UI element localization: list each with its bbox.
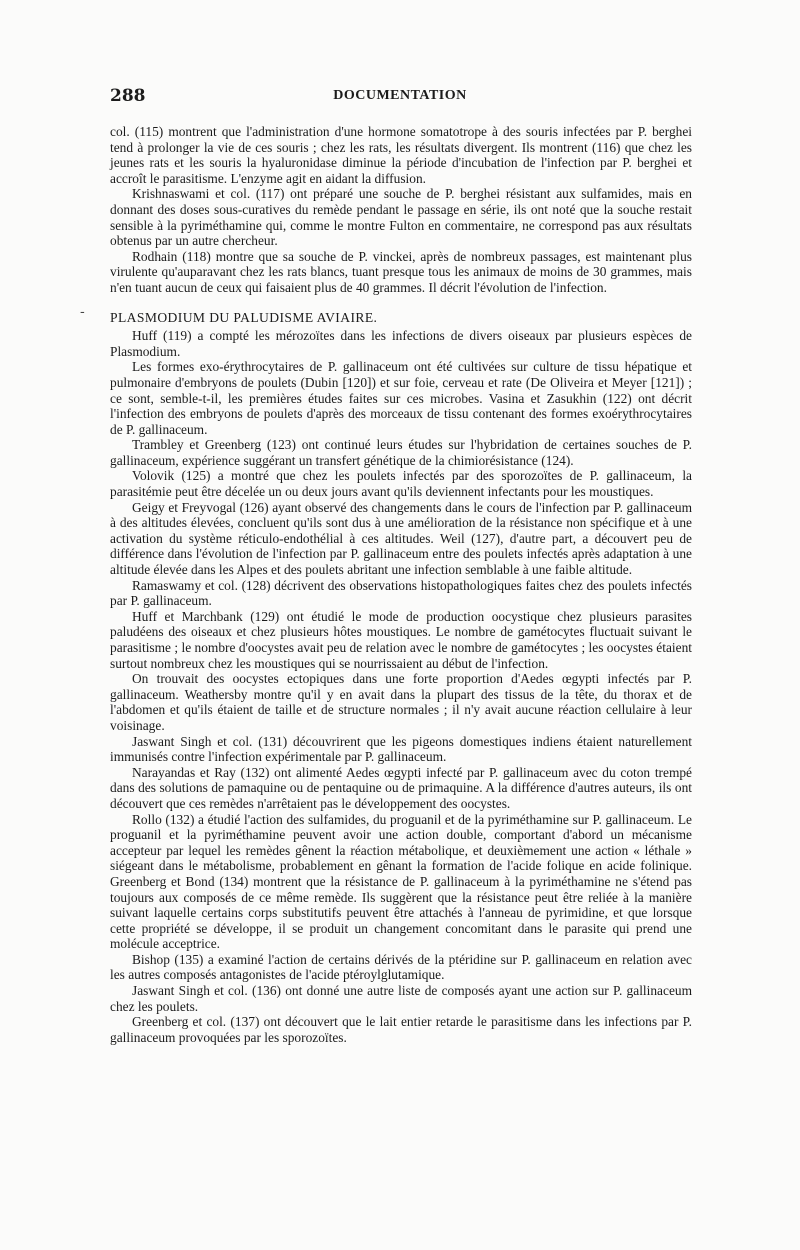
paragraph: Volovik (125) a montré que chez les poulets infectés par des sporozoïtes de P. gallinaceum, la parasitémie peut être décelée un ou deux jours avant qu'ils deviennent infectants pour les moustiques.: [110, 468, 692, 500]
paragraph: Rodhain (118) montre que sa souche de P. vinckei, après de nombreux passages, est maintenant plus virulente qu'auparavant chez les rats blancs, tuant presque tous les animaux de moins de 30 grammes, mais n'en tuant aucun de ceux qui faisaient plus de 40 grammes. Il décrit l'évolution de l'infection.: [110, 248, 692, 295]
paragraph: Jaswant Singh et col. (131) découvrirent que les pigeons domestiques indiens étaient naturellement immunisés contre l'infection expérimentale par P. gallinaceum.: [110, 733, 692, 765]
paragraph: Krishnaswami et col. (117) ont préparé une souche de P. berghei résistant aux sulfamides, mais en donnant des doses sous-curatives du remède pendant le passage en série, ils ont noté que la souche restait sensible à la pyriméthamine qui, comme le montre Fulton en commentaire, ne correspond pas aux résultats obtenus par un autre chercheur.: [110, 186, 692, 249]
paragraph: Huff et Marchbank (129) ont étudié le mode de production oocystique chez plusieurs parasites paludéens des oiseaux et chez plusieurs hôtes moustiques. Le nombre de gamétocytes fluctuait suivant le parasitisme ; le nombre d'oocystes avait peu de relation avec le nombre de gamétocytes ; les oocystes étaient surtout nombreux chez les moustiques qui se nourrissaient au début de l'infection.: [110, 608, 692, 671]
paragraph: Rollo (132) a étudié l'action des sulfamides, du proguanil et de la pyriméthamine sur P. gallinaceum. Le proguanil et la pyriméthamine peuvent avoir une action double, comportant d'abord un mécanisme accepteur par lequel les remèdes gênent la réaction métabolique, et deuxièmement une action « léthale » siégeant dans le métabolisme, probablement en gênant la formation de l'acide folique en acide folinique. Greenberg et Bond (134) montrent que la résistance de P. gallinaceum à la pyriméthamine ne s'étend pas toujours aux composés de ce même remède. Ils suggèrent que la résistance peut être reliée à la manière suivant laquelle certains corps substitutifs peuvent être attachés à l'anneau de pyrimidine, et que lorsque cette propriété se développe, il se produit un changement concomitant dans le parasite qui prend une molécule acceptrice.: [110, 811, 692, 952]
margin-mark: -: [80, 304, 85, 320]
paragraph: Geigy et Freyvogal (126) ayant observé des changements dans le cours de l'infection par P. gallinaceum à des altitudes élevées, concluent qu'ils sont dus à une amélioration de la résistance non spécifique et à une activation du système réticulo-endothélial à ces altitudes. Weil (127), d'autre part, a découvert peu de différence dans l'évolution de l'infection par P. gallinaceum entre des poulets infectés après adaptation à une altitude élevée dans les Alpes et des poulets abritant une infection semblable à une faible altitude.: [110, 499, 692, 578]
paragraph: On trouvait des oocystes ectopiques dans une forte proportion d'Aedes œgypti infectés par P. gallinaceum. Weathersby montre qu'il y en avait dans la plupart des tissus de la tête, du thorax et de l'abdomen et qu'ils étaient de taille et de structure normales ; il n'y avait aucune réaction cellulaire à leur voisinage.: [110, 671, 692, 733]
body-text: [110, 124, 692, 1045]
paragraph: Narayandas et Ray (132) ont alimenté Aedes œgypti infecté par P. gallinaceum avec du coton trempé dans des solutions de pamaquine ou de pentaquine ou de primaquine. A la différence d'autres auteurs, ils ont découvert que ces remèdes n'arrêtaient pas le développement des oocystes.: [110, 764, 692, 811]
running-title: DOCUMENTATION: [333, 88, 467, 103]
paragraph: Bishop (135) a examiné l'action de certains dérivés de la ptéridine sur P. gallinaceum en relation avec les autres composés antagonistes de l'acide ptéroylglutamique.: [110, 951, 692, 983]
paragraph: Ramaswamy et col. (128) décrivent des observations histopathologiques faites chez des poulets infectés par P. gallinaceum.: [110, 577, 692, 609]
page-number: 288: [110, 86, 146, 106]
paragraph: Greenberg et col. (137) ont découvert que le lait entier retarde le parasitisme dans les infections par P. gallinaceum provoquées par les sporozoïtes.: [110, 1014, 692, 1045]
paragraph: col. (115) montrent que l'administration d'une hormone somatotrope à des souris infectées par P. berghei tend à prolonger la vie de ces souris ; chez les rats, les résultats divergent. Ils montrent (116) que chez les jeunes rats et les souris la hyaluronidase diminue la période d'incubation de l'infection par P. berghei et accroît le parasitisme. L'enzyme agit en aidant la diffusion.: [110, 124, 692, 186]
section-heading: PLASMODIUM DU PALUDISME AVIAIRE.: [110, 309, 378, 325]
paragraph: Jaswant Singh et col. (136) ont donné une autre liste de composés ayant une action sur P. gallinaceum chez les poulets.: [110, 983, 692, 1014]
paragraph: Les formes exo-érythrocytaires de P. gallinaceum ont été cultivées sur culture de tissu hépatique et pulmonaire d'embryons de poulets (Dubin [120]) et sur foie, cerveau et rate (De Oliveira et Meyer [121]) ; ce sont, semble-t-il, les premières études faites sur ces microbes. Vasina et Zasukhin (122) ont décrit l'infection des embryons de poulets d'après des morceaux de tissu contenant des formes exoérythrocytaires de P. gallinaceum.: [110, 359, 692, 437]
paragraph: Huff (119) a compté les mérozoïtes dans les infections de divers oiseaux par plusieurs espèces de Plasmodium.: [110, 328, 692, 359]
paragraph: Trambley et Greenberg (123) ont continué leurs études sur l'hybridation de certaines souches de P. gallinaceum, expérience suggérant un transfert génétique de la chimiorésistance (124).: [110, 437, 692, 468]
page-header: [110, 86, 690, 106]
